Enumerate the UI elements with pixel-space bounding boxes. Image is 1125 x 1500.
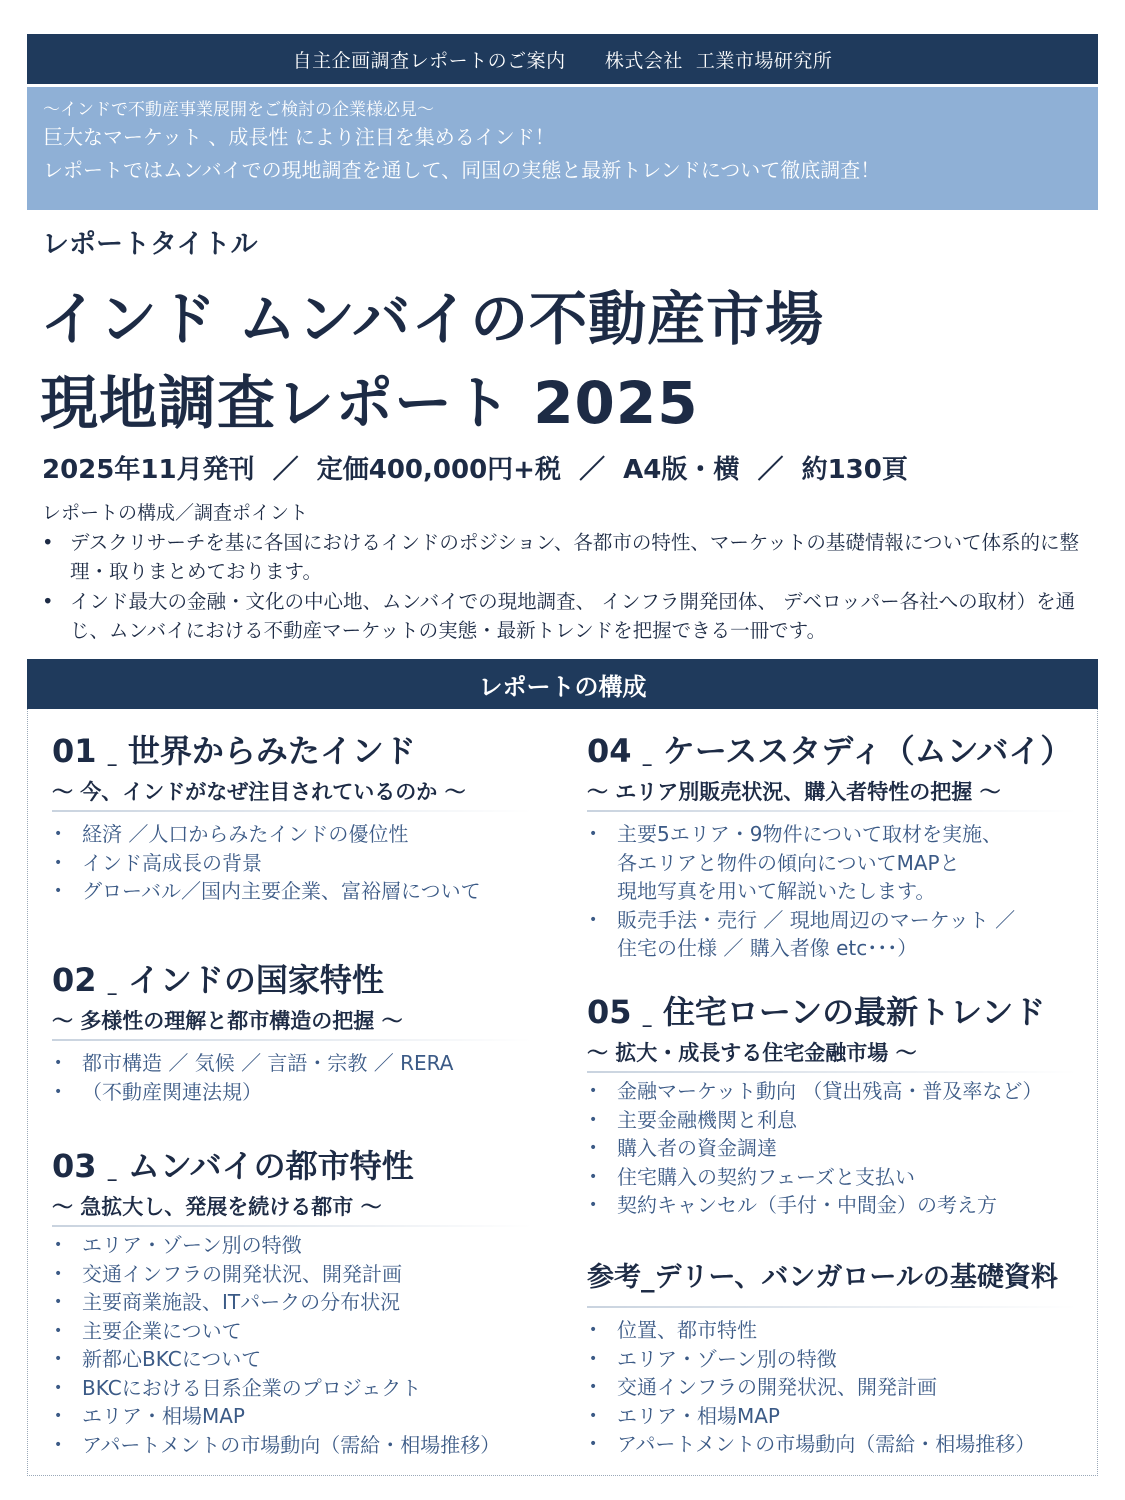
section-title: 03 _ ムンバイの都市特性 <box>52 1147 414 1185</box>
report-kicker: レポートタイトル <box>42 229 258 260</box>
list-item: • アパートメントの市場動向（需給・相場推移） <box>52 1431 532 1460</box>
list-item: • 位置、都市特性 <box>587 1316 1077 1345</box>
list-item-continuation: 住宅の仕様 ／ 購入者像 etc･･･） <box>617 936 918 960</box>
list-item: • インド高成長の背景 <box>52 849 532 878</box>
section-items <box>587 1077 1077 1220</box>
section-01 <box>52 731 532 906</box>
section-items <box>52 820 532 906</box>
list-item: • 主要5エリア・9物件について取材を実施、 <box>587 820 1077 849</box>
points-list <box>42 528 1092 646</box>
section-03 <box>52 1146 532 1459</box>
list-item: • 主要金融機関と利息 <box>587 1106 1077 1135</box>
section-items <box>587 820 1077 963</box>
list-item-continuation: 現地写真を用いて解説いたします。 <box>617 879 936 903</box>
list-item: • 新都心BKCについて <box>52 1345 532 1374</box>
section-items <box>52 1231 532 1459</box>
list-item: • アパートメントの市場動向（需給・相場推移） <box>587 1430 1077 1459</box>
list-item: • グローバル／国内主要企業、富裕層について <box>52 877 532 906</box>
section-divider <box>587 1306 1077 1308</box>
list-item: • BKCにおける日系企業のプロジェクト <box>52 1374 532 1403</box>
list-item: • 住宅購入の契約フェーズと支払い <box>587 1163 1077 1192</box>
section-05 <box>587 992 1077 1220</box>
section-divider <box>587 1071 1077 1073</box>
list-item: • 購入者の資金調達 <box>587 1134 1077 1163</box>
list-item: • 交通インフラの開発状況、開発計画 <box>52 1260 532 1289</box>
section-reference <box>587 1258 1077 1459</box>
report-title-line-1: インド ムンバイの不動産市場 <box>40 285 825 353</box>
list-item: • 経済 ／人口からみたインドの優位性 <box>52 820 532 849</box>
section-divider <box>52 1225 532 1227</box>
list-item: • エリア・相場MAP <box>587 1402 1077 1431</box>
header-left-text: 自主企画調査レポートのご案内 <box>292 49 566 72</box>
banner-subheading: ～インドで不動産事業展開をご検討の企業様必見～ <box>43 100 434 120</box>
section-divider <box>52 1039 532 1041</box>
section-title: 04 _ ケーススタディ（ムンバイ） <box>587 732 1073 770</box>
section-02 <box>52 960 532 1106</box>
list-item: • 交通インフラの開発状況、開発計画 <box>587 1373 1077 1402</box>
section-subtitle: ～ 急拡大し、発展を続ける都市 ～ <box>52 1195 382 1219</box>
list-item: • エリア・ゾーン別の特徴 <box>52 1231 532 1260</box>
section-title: 参考_デリー、バンガロールの基礎資料 <box>587 1262 1058 1293</box>
section-title: 05 _ 住宅ローンの最新トレンド <box>587 993 1046 1031</box>
section-title: 01 _ 世界からみたインド <box>52 732 416 770</box>
section-title: 02 _ インドの国家特性 <box>52 961 384 999</box>
list-item: • 都市構造 ／ 気候 ／ 言語・宗教 ／ RERA <box>52 1049 532 1078</box>
section-divider <box>52 810 532 812</box>
structure-heading: レポートの構成 <box>27 659 1098 709</box>
list-item: • 販売手法・売行 ／ 現地周辺のマーケット ／ <box>587 906 1077 935</box>
section-subtitle: ～ 多様性の理解と都市構造の把握 ～ <box>52 1009 403 1033</box>
list-item: • （不動産関連法規） <box>52 1078 532 1107</box>
points-heading: レポートの構成／調査ポイント <box>42 502 309 524</box>
points-item: • インド最大の金融・文化の中心地、ムンバイでの現地調査、 インフラ開発団体、 デベロッパー各社への取材）を通じ、ムンバイにおける不動産マーケットの実態・最新トレンドを把握できる一冊です。 <box>42 587 1092 645</box>
list-item: • 金融マーケット動向 （貸出残高・普及率など） <box>587 1077 1077 1106</box>
report-title-line-2: 現地調査レポート 2025 <box>40 369 699 437</box>
header-company-text: 株式会社 工業市場研究所 <box>604 49 833 72</box>
section-subtitle: ～ 今、インドがなぜ注目されているのか ～ <box>52 780 466 804</box>
list-item-continuation: 各エリアと物件の傾向についてMAPと <box>617 850 960 875</box>
points-item: • デスクリサーチを基に各国におけるインドのポジション、各都市の特性、マーケットの基礎情報について体系的に整理・取りまとめております。 <box>42 528 1092 586</box>
section-subtitle: ～ 拡大・成長する住宅金融市場 ～ <box>587 1041 917 1065</box>
section-subtitle: ～ エリア別販売状況、購入者特性の把握 ～ <box>587 780 1001 804</box>
intro-banner <box>27 87 1098 210</box>
section-items <box>52 1049 532 1106</box>
list-item: • エリア・相場MAP <box>52 1402 532 1431</box>
list-item: • エリア・ゾーン別の特徴 <box>587 1345 1077 1374</box>
section-divider <box>587 810 1077 812</box>
banner-line-2: レポートではムンバイでの現地調査を通して、同国の実態と最新トレンドについて徹底調査！ <box>43 158 881 182</box>
header-bar <box>27 34 1098 84</box>
report-meta: 2025年11月発刊 ／ 定価400,000円+税 ／ A4版・横 ／ 約130頁 <box>42 455 908 485</box>
list-item: • 契約キャンセル（手付・中間金）の考え方 <box>587 1191 1077 1220</box>
section-items <box>587 1316 1077 1459</box>
list-item: • 主要企業について <box>52 1317 532 1346</box>
list-item: • 主要商業施設、ITパークの分布状況 <box>52 1288 532 1317</box>
banner-line-1: 巨大なマーケット 、成長性 により注目を集めるインド！ <box>43 125 555 149</box>
section-04 <box>587 731 1077 963</box>
